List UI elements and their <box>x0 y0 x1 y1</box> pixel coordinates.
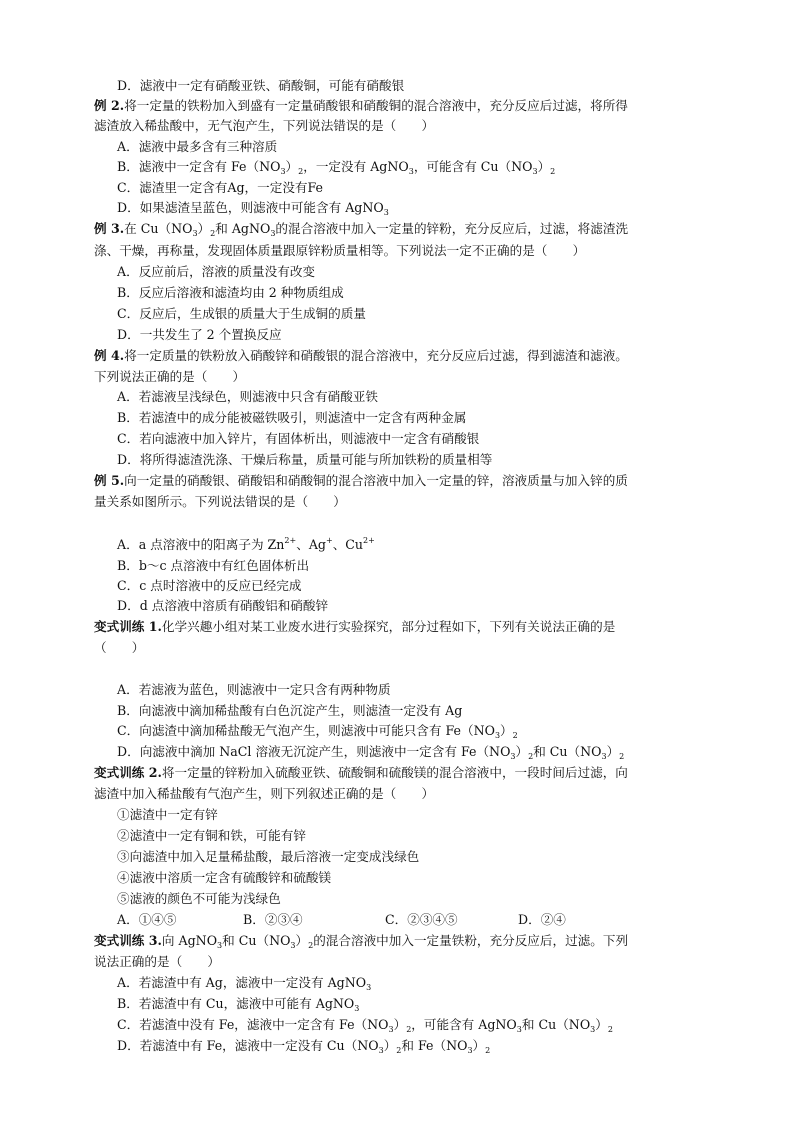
bs2-item-2: ②滤渣中一定有铜和铁，可能有锌 <box>117 828 306 843</box>
bs3-stem-line2: 说法正确的是（ ） <box>94 954 220 969</box>
t: 3 <box>532 167 538 176</box>
t: 2 <box>308 941 314 950</box>
ex2-stem-text: 将一定量的铁粉加入到盛有一定量硝酸银和硝酸铜的混合溶液中，充分反应后过滤，将所得 <box>124 98 628 113</box>
ex4-stem-line2: 下列说法正确的是（ ） <box>94 369 246 384</box>
ex4-option-b: B．若滤渣中的成分能被磁铁吸引，则滤渣中一定含有两种金属 <box>117 410 467 425</box>
t: 3 <box>366 983 372 992</box>
t: 3 <box>192 229 198 238</box>
t: ，一定没有 AgNO <box>303 159 409 174</box>
t: 3 <box>290 941 296 950</box>
t: 将一定量的锌粉加入硫酸亚铁、硫酸铜和硫酸镁的混合溶液中，一段时间后过滤，向 <box>161 765 628 780</box>
t: 2 <box>512 731 518 740</box>
ex5-option-d: D．d 点溶液中溶质有硝酸铝和硝酸锌 <box>117 598 329 613</box>
ex3-stem-line2 <box>94 243 585 259</box>
t: A．若滤渣中有 Ag，滤液中一定没有 AgNO <box>117 975 367 990</box>
t: 、Ag <box>296 537 326 552</box>
t: + <box>325 536 333 545</box>
bs2-item-5: ⑤滤液的颜色不可能为浅绿色 <box>117 891 281 906</box>
t: 和 Cu（NO <box>521 1017 591 1032</box>
t: 和 Cu（NO <box>222 933 291 948</box>
bs3-option-b <box>117 996 359 1012</box>
bs2-label: 变式训练 2. <box>94 765 162 780</box>
t: C．向滤渣中滴加稀盐酸无气泡产生，则滤液中可能只含有 Fe（NO <box>117 723 495 738</box>
t: ） <box>472 1038 486 1053</box>
t: 3 <box>510 752 516 761</box>
ex3-option-c: C．反应后，生成银的质量大于生成铜的质量 <box>117 306 366 321</box>
t: 3 <box>494 731 501 740</box>
bs2-choice-b: B．②③④ <box>243 912 303 927</box>
t: 2+ <box>363 536 375 545</box>
t: 2 <box>550 167 556 176</box>
t: 2 <box>619 752 625 761</box>
t: ，可能含有 Cu（NO <box>413 159 533 174</box>
t: ） <box>285 159 299 174</box>
bs1-option-d <box>117 744 624 760</box>
t: 2+ <box>284 536 297 545</box>
bs2-item-4: ④滤液中溶质一定含有硫酸锌和硫酸镁 <box>117 870 332 885</box>
t: 和 Fe（NO <box>401 1038 468 1053</box>
t: 化学兴趣小组对某工业废水进行实验探究，部分过程如下，下列有关说法正确的是 <box>161 619 616 634</box>
t: 2 <box>298 167 304 176</box>
t: ） <box>295 933 309 948</box>
ex4-option-d: D．将所得滤渣洗涤、干燥后称量，质量可能与所加铁粉的质量相等 <box>117 452 493 467</box>
ex2-stem-line1 <box>94 98 628 114</box>
t: 3 <box>408 167 414 176</box>
t: 向 AgNO <box>161 933 218 948</box>
t: D．若滤渣中有 Fe，滤液中一定没有 Cu（NO <box>117 1038 379 1053</box>
ex2-option-a: A．滤液中最多含有三种溶质 <box>117 139 278 154</box>
t: 的混合溶液中加入一定量铁粉，充分反应后，过滤。下列 <box>313 933 629 948</box>
t: 发现固体质量跟原锌粉质量相等。下列说法一定不正确的是（ ） <box>207 243 586 258</box>
ex5-stem-line1 <box>94 473 628 489</box>
t: ） <box>515 744 529 759</box>
ex3-option-b: B．反应后溶液和滤渣均由 2 种物质组成 <box>117 285 344 300</box>
t: 和 Cu（NO <box>533 744 602 759</box>
t: 3 <box>601 752 607 761</box>
t: C．若滤渣中没有 Fe，滤液中一定含有 Fe（NO <box>117 1017 389 1032</box>
ex4-label: 例 4. <box>94 348 125 363</box>
ex5-option-a <box>117 537 375 553</box>
t: 在 Cu（NO <box>124 221 193 236</box>
t: D．向滤液中滴加 NaCl 溶液无沉淀产生，则滤液中一定含有 Fe（NO <box>117 744 511 759</box>
t: ，可能含有 AgNO <box>411 1017 517 1032</box>
ex2-label: 例 2. <box>94 98 125 113</box>
t: 2 <box>210 229 216 238</box>
t: ） <box>197 221 211 236</box>
bs2-choice-a: A．①④⑤ <box>117 912 177 927</box>
ex2-option-b <box>117 159 555 175</box>
bs1-stem-line1 <box>94 619 615 635</box>
ex4-stem-line1 <box>94 348 628 364</box>
bs2-item-1: ①滤渣中一定有锌 <box>117 807 218 822</box>
bs2-item-3: ③向滤渣中加入足量稀盐酸，最后溶液一定变成浅绿色 <box>117 849 420 864</box>
ex3-stem-line1 <box>94 221 628 237</box>
bs3-stem-line1 <box>94 933 628 949</box>
t: 3 <box>590 1025 596 1034</box>
t: 3 <box>383 208 389 217</box>
bs1-option-b: B．向滤液中滴加稀盐酸有白色沉淀产生，则滤渣一定没有 Ag <box>117 703 463 718</box>
t: 的混合溶液中加入一定量的锌粉，充分反应后，过滤，将滤渣洗 <box>275 221 629 236</box>
bs3-option-a <box>117 975 371 991</box>
t: ） <box>537 159 551 174</box>
t: 2 <box>396 1046 402 1055</box>
bs2-choice-d: D．②④ <box>518 912 566 927</box>
ex4-option-a: A．若滤液呈浅绿色，则滤液中只含有硝酸亚铁 <box>117 389 378 404</box>
t: 涤、干燥，再称量， <box>94 243 208 258</box>
ex2-stem-line2: 滤渣放入稀盐酸中，无气泡产生，下列说法错误的是（ ） <box>94 118 435 133</box>
t: ） <box>393 1017 407 1032</box>
bs2-stem-line2: 滤渣中加入稀盐酸有气泡产生，则下列叙述正确的是（ ） <box>94 786 435 801</box>
t: 3 <box>354 1004 360 1013</box>
bs1-stem-line2: （ ） <box>94 640 145 655</box>
t: 和 AgNO <box>215 221 271 236</box>
t: 3 <box>270 229 276 238</box>
t: D．如果滤渣呈蓝色，则滤液中可能含有 AgNO <box>117 200 384 215</box>
ex3-option-d: D．一共发生了 2 个置换反应 <box>117 327 282 342</box>
t: 2 <box>485 1046 491 1055</box>
t: 2 <box>528 752 534 761</box>
bs1-option-c <box>117 723 518 739</box>
t: 3 <box>516 1025 522 1034</box>
bs2-choice-c: C．②③④⑤ <box>385 912 458 927</box>
bs3-label: 变式训练 3. <box>94 933 162 948</box>
t: ） <box>500 723 513 738</box>
t: B．滤液中一定含有 Fe（NO <box>117 159 281 174</box>
t: 2 <box>406 1025 412 1034</box>
t: 、Cu <box>332 537 364 552</box>
t: 3 <box>280 167 286 176</box>
t: 将一定质量的铁粉放入硝酸锌和硝酸银的混合溶液中，充分反应后过滤，得到滤渣和滤液。 <box>124 348 628 363</box>
t: 3 <box>388 1025 394 1034</box>
t: B．若滤渣中有 Cu，滤液中可能有 AgNO <box>117 996 355 1011</box>
bs1-option-a: A．若滤液为蓝色，则滤液中一定只含有两种物质 <box>117 682 391 697</box>
t: 3 <box>378 1046 384 1055</box>
bs3-option-d <box>117 1038 490 1054</box>
t: 向一定量的硝酸银、硝酸铝和硝酸铜的混合溶液中加入一定量的锌，溶液质量与加入锌的质 <box>124 473 628 488</box>
bs2-stem-line1 <box>94 765 628 781</box>
t: 2 <box>607 1025 613 1034</box>
ex5-stem-line2: 量关系如图所示。下列说法错误的是（ ） <box>94 494 346 509</box>
ex2-option-d <box>117 200 389 216</box>
t: A．a 点溶液中的阳离子为 Zn <box>117 537 285 552</box>
ex5-option-b: B．b～c 点溶液中有红色固体析出 <box>117 558 310 573</box>
ex3-option-a: A．反应前后，溶液的质量没有改变 <box>117 264 316 279</box>
t: ） <box>595 1017 608 1032</box>
ex4-option-c: C．若向滤液中加入锌片，有固体析出，则滤液中一定含有硝酸银 <box>117 431 480 446</box>
t: 3 <box>467 1046 473 1055</box>
t: ） <box>606 744 620 759</box>
ex5-option-c: C．c 点时溶液中的反应已经完成 <box>117 578 302 593</box>
ex2-option-c: C．滤渣里一定含有Ag，一定没有Fe <box>117 180 324 195</box>
t: 3 <box>217 941 223 950</box>
ex1-option-d: D．滤液中一定有硝酸亚铁、硝酸铜，可能有硝酸银 <box>117 78 405 93</box>
t: ） <box>383 1038 397 1053</box>
ex3-label: 例 3. <box>94 221 125 236</box>
bs1-label: 变式训练 1. <box>94 619 162 634</box>
ex5-label: 例 5. <box>94 473 125 488</box>
bs3-option-c <box>117 1017 613 1033</box>
